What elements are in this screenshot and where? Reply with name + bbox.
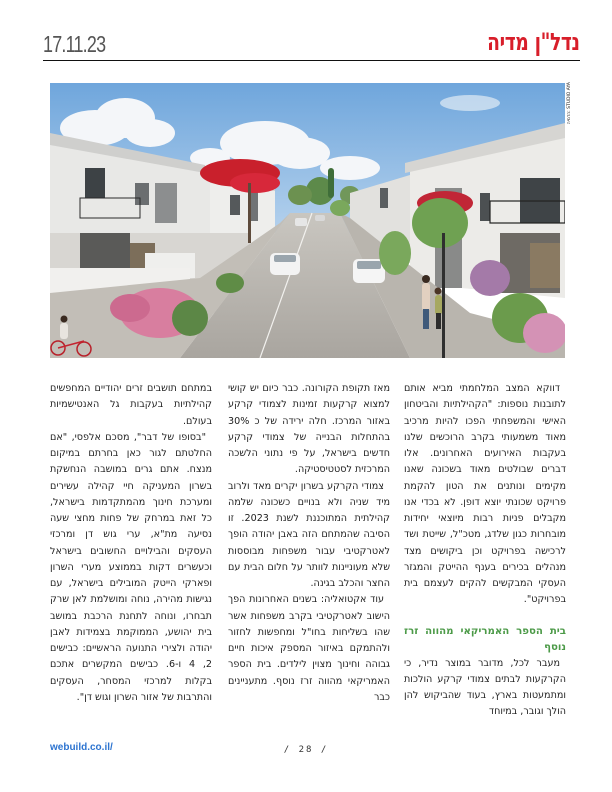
paragraph: עוד אקטואליה: בשנים האחרונות הפך הישוב לאטרקטיבי בקרב משפחות אשר שהו בשליחות בחו"ל ומחפשות לחזור ולהתמקם באיזור המספק איכות חיים גבוהה וחינוך מצוין לילדים. בית הספר האמריקאי מהווה זרז נוסף. מתעניינים כבר [228,594,390,703]
page-number: / 28 / [283,745,329,755]
paragraph: מעבר לכל, מדובר במוצר נדיר, כי הקרקעות לבתים צמודי קרקע הולכות ומתמעטות בארץ, בעוד שהביקוש להן הולך וגובר, במיוחד [404,657,566,718]
paragraph: במתחם תושבים זרים יהודיים המחפשים קהילתיות בעקבות גל האנטישמיות בעולם. [50,383,212,427]
website-link[interactable]: webuild.co.il/ [50,742,113,753]
paragraph: "בסופו של דבר", מסכם אלפסי, "אם החלטתם לגור כאן בחרתם במיקום מנצח. אתם גרים במושבה הנחשקת בשרון המעניקה חיי קהילה עשירים ומערכת חינוך מהמתקדמות בישראל, כל זאת במרחק של פחות מחצי שעה נסיעה מת"א, ערי גוש דן ומרכזי העסקים והבילויים החשובים בישראל וכעשרים דקות בממוצע מערי השרון ופארקי הייטק המובילים בישראל, עם נגישות מהירה, נוחה ומושלמת לאן שרק תבחרו, ונוחה לתחנת הרכבת במושב בית יהושע, הממוקמת בצמידות לאבן יהודה ולצירי התנועה הראשיים: כבישים 2, 4 ו-6. כבישים המקשרים אתכם בקלות למרכזי המסחר, העסקים והתרבות של אזור השרון וגוש דן". [50,431,212,703]
issue-date: 17.11.23 [43,31,106,57]
article-column-2 [228,381,390,706]
article-column-1 [404,381,566,721]
publication-logo: נדל"ן מדיה [487,28,580,56]
paragraph: דווקא המצב המלחמתי מביא אותם לתובנות נוספות: "הקהילתיות והביטחון האישי והמשפחתי הפכו להיות מרכיב מאוד משמעותי בקרב הרוכשים שלנו בעקבות האירועים האחרונים. אלו דברים שבולטים מאוד בשכונה שאנו מקימים ונותנים את הטון להקמת פרויקט שכונתי יוצא דופן. לא בכדי אנו מקבלים פניות רבות מיוצאי יחידות מובחרות כגון שלדג, מטכ"ל, שייטת ושד לרכישה בפרויקט וכן ביקושים מצד מנהלים בכירים בענף ההייטק והמגזר העסקי המבקשים להקים לעצמם בית בפרויקט". [404,383,566,606]
article-photo [50,83,565,358]
paragraph: מאז תקופת הקורונה. כבר כיום יש קושי למצוא קרקעות זמינות לצמודי קרקע באזור המרכז. חלה ירידה של כ 30% בהתחלות הבנייה של צמודי קרקע חדשים בישראל, על פי נתוני הלשכה המרכזית לסטטיסטיקה. [228,383,390,476]
header-divider [43,60,580,61]
section-subheading: בית הספר האמריקאי מהווה זרז נוסף [404,625,566,653]
photo-credit: הדמיה: STUDIO AYA [567,82,572,125]
article-column-3 [50,381,212,706]
paragraph: צמודי הקרקע בשרון יקרים מאד ולרוב מיד שניה ולא בנויים כשכונה שלמה קהילתית המתוכננת לשנת 2023. זו הסיבה שהמתחם הזה באבן יהודה הופך לאטרקטיבי עבור משפחות מבוססות שלא מעוניינות לוותר על חלום הבית עם החצר והכלב בגינה. [228,480,390,589]
